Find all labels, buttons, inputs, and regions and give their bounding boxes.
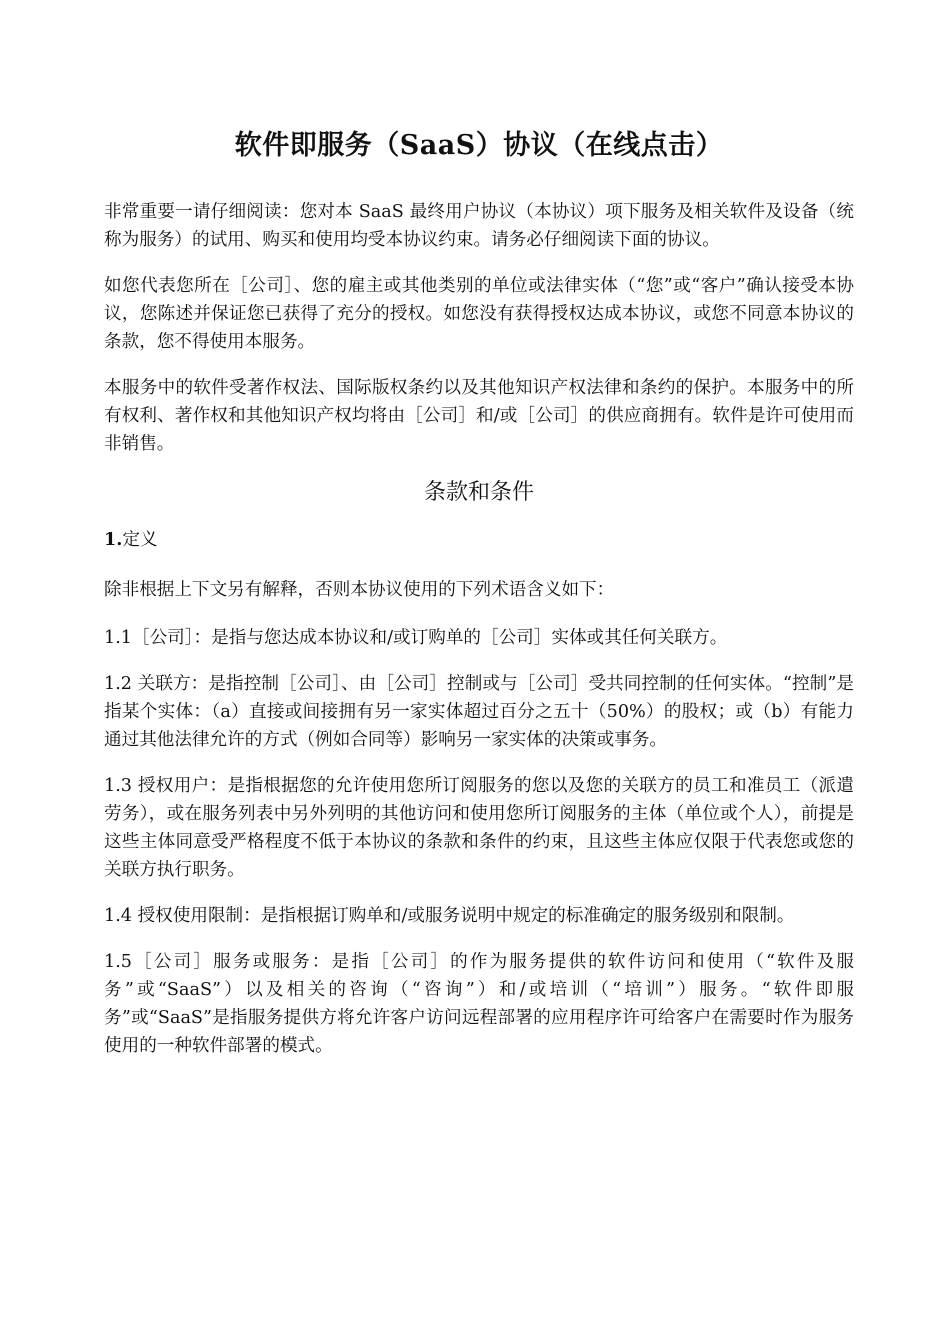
definitions-title: 定义 bbox=[122, 530, 158, 550]
intro-paragraph: 本服务中的软件受著作权法、国际版权条约以及其他知识产权法律和条约的保护。本服务中的所有权利、著作权和其他知识产权均将由［公司］和/或［公司］的供应商拥有。软件是许可使用而非销售。 bbox=[104, 378, 854, 454]
definition-item: 1.4 授权使用限制：是指根据订购单和/或服务说明中规定的标准确定的服务级别和限制。 bbox=[104, 906, 795, 926]
definitions-intro: 除非根据上下文另有解释，否则本协议使用的下列术语含义如下： bbox=[104, 580, 615, 600]
intro-paragraph: 非常重要一请仔细阅读：您对本 SaaS 最终用户协议（本协议）项下服务及相关软件及设备（统称为服务）的试用、购买和使用均受本协议约束。请务必仔细阅读下面的协议。 bbox=[104, 202, 854, 250]
definition-item: 1.2 关联方：是指控制［公司］、由［公司］控制或与［公司］受共同控制的任何实体。“控制”是指某个实体：（a）直接或间接拥有另一家实体超过百分之五十（50%）的股权；或（b）有能力通过其他法律允许的方式（例如合同等）影响另一家实体的决策或事务。 bbox=[104, 674, 854, 750]
title-bold-saas: SaaS bbox=[399, 130, 476, 161]
definition-item: 1.1［公司］：是指与您达成本协议和/或订购单的［公司］实体或其任何关联方。 bbox=[104, 628, 728, 648]
section-heading: 条款和条件 bbox=[423, 480, 534, 505]
definition-item: 1.3 授权用户：是指根据您的允许使用您所订阅服务的您以及您的关联方的员工和准员工（派遣劳务），或在服务列表中另外列明的其他访问和使用您所订阅服务的主体（单位或个人），前提是这些主体同意受严格程度不低于本协议的条款和条件的约束，且这些主体应仅限于代表您或您的关联方执行职务。 bbox=[104, 776, 854, 880]
title-prefix: 软件即服务（ bbox=[234, 130, 400, 161]
document-title bbox=[104, 124, 854, 168]
definitions-number: 1. bbox=[104, 529, 123, 550]
intro-paragraph: 如您代表您所在［公司］、您的雇主或其他类别的单位或法律实体（“您”或“客户”确认接受本协议，您陈述并保证您已获得了充分的授权。如您没有获得授权达成本协议，或您不同意本协议的条款，您不得使用本服务。 bbox=[104, 276, 854, 352]
definition-item: 1.5［公司］服务或服务：是指［公司］的作为服务提供的软件访问和使用（“软件及服务”或“SaaS”）以及相关的咨询（“咨询”）和/或培训（“培训”）服务。“软件即服务”或“SaaS”是指服务提供方将允许客户访问远程部署的应用程序许可给客户在需要时作为服务使用的一种软件部署的模式。 bbox=[104, 952, 854, 1056]
title-suffix: ）协议（在线点击） bbox=[475, 130, 724, 161]
definitions-heading bbox=[104, 526, 854, 554]
